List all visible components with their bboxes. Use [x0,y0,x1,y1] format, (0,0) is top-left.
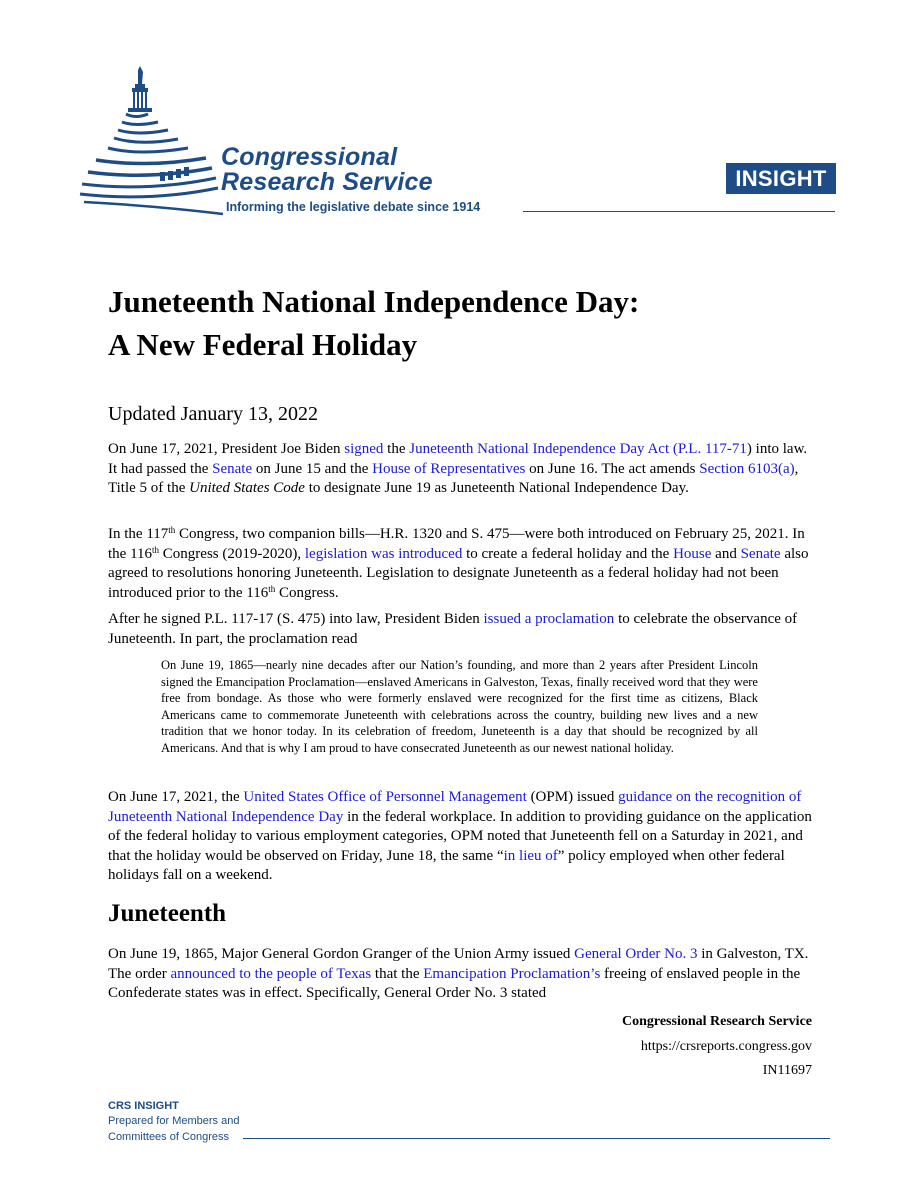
link-signed[interactable]: signed [344,441,384,457]
title-line1: Juneteenth National Independence Day: [108,284,640,319]
updated-date: Updated January 13, 2022 [108,403,318,425]
link-issued-proclamation[interactable]: issued a proclamation [483,611,615,627]
page-title [108,280,808,366]
link-opm-guidance[interactable]: guidance on the recognition of Juneteenth National Independence Day [108,789,802,825]
tagline-rule [523,211,835,212]
paragraph-bills: In the 117th Congress, two companion bills—H.R. 1320 and S. 475—were both introduced on February 25, 2021. In the 116th Congress (2019-2020), legislation was introduced to create a federal holiday and the House and Senate also agreed to resolutions honoring Juneteenth. Legislation to designate Juneteenth as a federal holiday had not been introduced prior to the 116th Congress. [108,525,809,601]
section-heading: Juneteenth [108,900,227,927]
link-in-lieu-of[interactable]: in lieu of [503,847,558,864]
capitol-dome-logo [78,64,228,216]
link-house-of-representatives[interactable]: House of Representatives [372,460,526,477]
org-name-line1: Congressional [221,143,398,171]
paragraph-opm: On June 17, 2021, the United States Office of Personnel Management (OPM) issued guidance on the recognition of Juneteenth National Independence Day in the federal workplace. In addition to providing guidance on the application of the federal holiday to various employment categories, OPM noted that Juneteenth fell on a Saturday in 2021, and that the holiday would be observed on Friday, June 18, the same “in lieu of” policy employed when other federal holidays fall on a weekend. [108,789,812,883]
paragraph-proclamation: After he signed P.L. 117-17 (S. 475) into law, President Biden issued a proclamation to celebrate the observance of Juneteenth. In part, the proclamation read [108,611,798,647]
paragraph-intro: On June 17, 2021, President Joe Biden signed the Juneteenth National Independence Day Act (P.L. 117-71) into law. It had passed the Senate on June 15 and the House of Representatives on June 16. The act amends Section 6103(a), Title 5 of the United States Code to designate June 19 as Juneteenth National Independence Day. [108,441,808,496]
bottom-prepared-for: Prepared for Members and [108,1115,240,1127]
link-announced-to-texas[interactable]: announced to the people of Texas [170,965,372,982]
insight-badge: INSIGHT [726,163,836,194]
link-legislation-introduced[interactable]: legislation was introduced [304,545,463,562]
link-opm[interactable]: United States Office of Personnel Management [243,789,527,805]
org-name-line2: Research Service [221,168,433,196]
title-line2: A New Federal Holiday [108,327,418,362]
link-section-6103a[interactable]: Section 6103(a) [699,460,795,477]
paragraph-general-order: On June 19, 1865, Major General Gordon Granger of the Union Army issued General Order No. 3 in Galveston, TX. The order announced to the people of Texas that the Emancipation Proclamation’s freeing of enslaved people in the Confederate states was in effect. Specifically, General Order No. 3 stated [108,946,809,1001]
link-senate[interactable]: Senate [212,460,253,477]
link-house[interactable]: House [673,545,712,562]
tagline: Informing the legislative debate since 1914 [226,200,481,214]
link-general-order-3[interactable]: General Order No. 3 [574,946,698,962]
link-senate-resolution[interactable]: Senate [740,545,781,562]
bottom-committees: Committees of Congress [108,1131,230,1143]
bottom-rule [243,1138,830,1139]
footer-org-name: Congressional Research Service [621,1014,812,1029]
link-act[interactable]: Juneteenth National Independence Day Act (P.L. 117-71 [409,441,747,457]
bottom-crs-insight: CRS INSIGHT [108,1100,179,1112]
proclamation-quote: On June 19, 1865—nearly nine decades after our Nation’s founding, and more than 2 years after President Lincoln signed the Emancipation Proclamation—enslaved Americans in Galveston, Texas, finally received word that they were free from bondage. As those who were formerly enslaved were recognized for the first time as citizens, Black Americans came to commemorate Juneteenth with celebrations across the country, building new lives and a new tradition that we honor today. In its celebration of freedom, Juneteenth is a day that should be recognized by all Americans. And that is why I am proud to have consecrated Juneteenth as our newest national holiday. [161,658,758,755]
link-emancipation-proclamation[interactable]: Emancipation Proclamation’s [423,965,601,982]
footer-report-id: IN11697 [762,1063,812,1078]
footer-url[interactable]: https://crsreports.congress.gov [640,1039,812,1054]
